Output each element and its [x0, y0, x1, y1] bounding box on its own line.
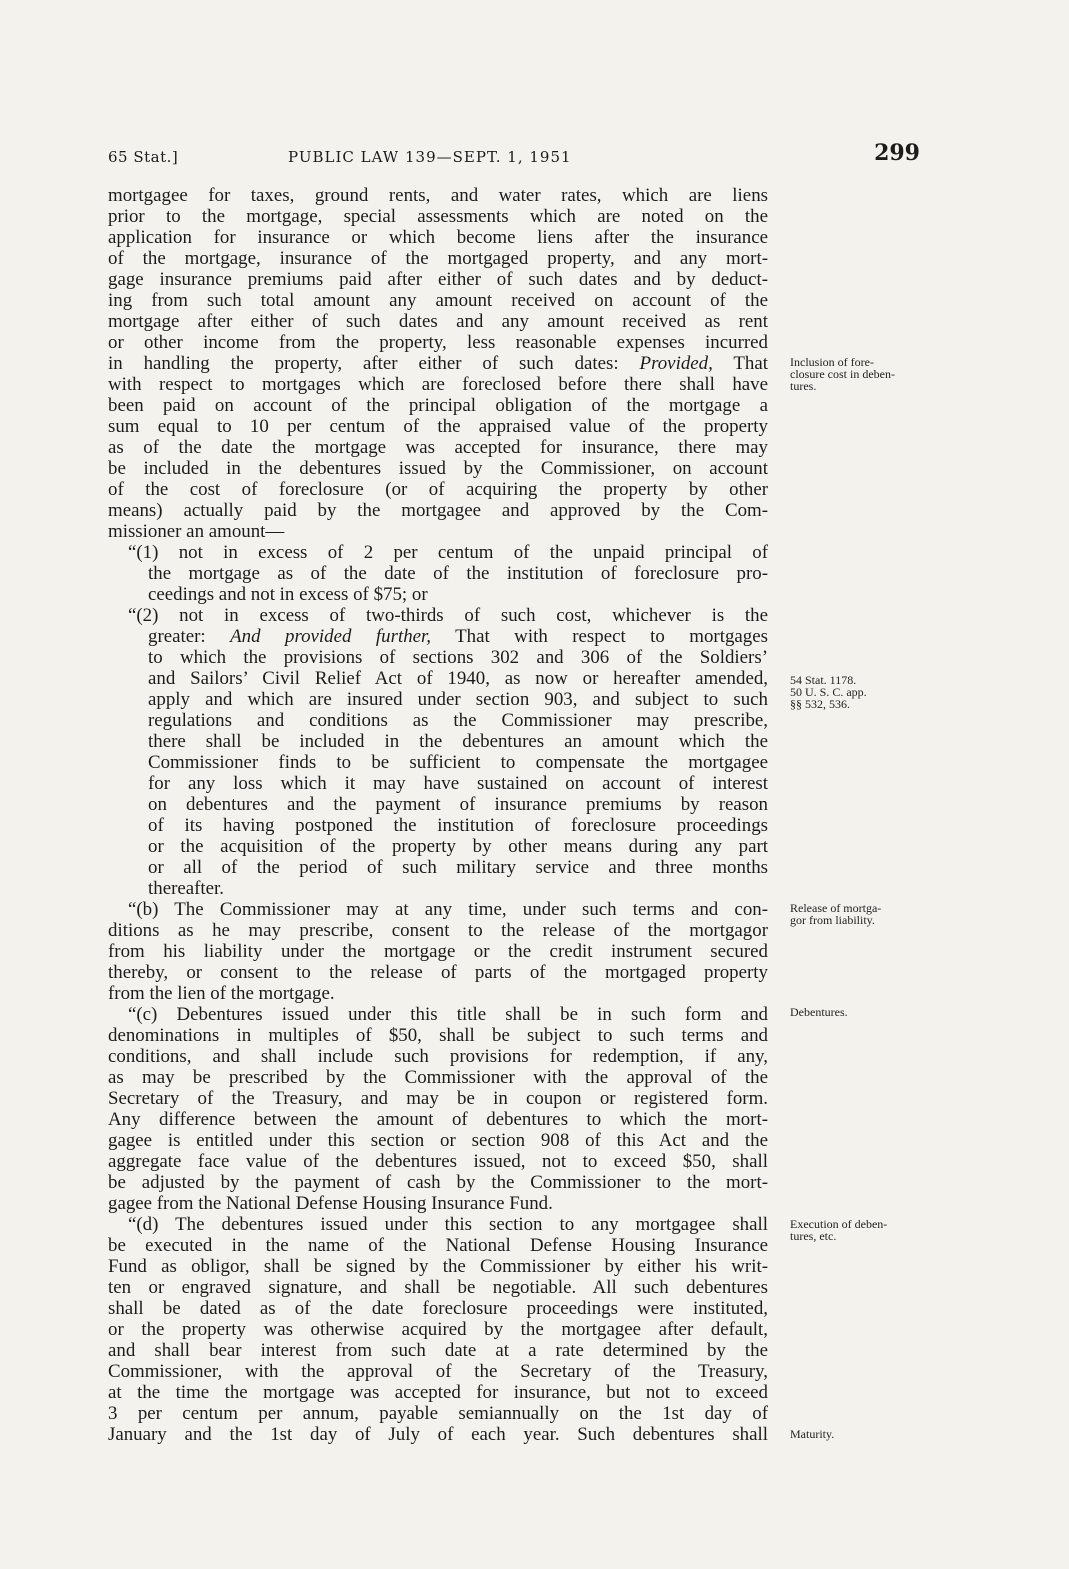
margin-note-line: Maturity. — [790, 1427, 835, 1441]
margin-note-line: Release of mortga- — [790, 901, 882, 915]
text-line: apply and which are insured under section 903, and subject to such — [148, 689, 768, 710]
page-header — [108, 140, 920, 174]
text-line: on debentures and the payment of insurance premiums by reason — [148, 794, 768, 815]
text-line: or other income from the property, less reasonable expenses incurred — [108, 332, 768, 353]
text-line: or the acquisition of the property by other means during any part — [148, 836, 768, 857]
margin-note-maturity — [790, 1428, 930, 1440]
text-line: with respect to mortgages which are foreclosed before there shall have — [108, 374, 768, 395]
text-line: gagee is entitled under this section or section 908 of this Act and the — [108, 1130, 768, 1151]
text-line: ten or engraved signature, and shall be negotiable. All such debentures — [108, 1277, 768, 1298]
margin-note-line: gor from liability. — [790, 913, 875, 927]
text-line: or all of the period of such military service and three months — [148, 857, 768, 878]
text-line: application for insurance or which become liens after the insurance — [108, 227, 768, 248]
margin-note-line: tures, etc. — [790, 1229, 837, 1243]
text-line: be executed in the name of the National Defense Housing Insurance — [108, 1235, 768, 1256]
margin-note-citation — [790, 674, 930, 710]
italic-phrase: Provided, — [639, 353, 713, 374]
text-line: regulations and conditions as the Commissioner may prescribe, — [148, 710, 768, 731]
body-text — [108, 185, 768, 1445]
text-line: mortgage after either of such dates and any amount received as rent — [108, 311, 768, 332]
text-line: “(c) Debentures issued under this title shall be in such form and — [128, 1004, 768, 1025]
text-line: be included in the debentures issued by the Commissioner, on account — [108, 458, 768, 479]
text-line: means) actually paid by the mortgagee and approved by the Com- — [108, 500, 768, 521]
text-line: as may be prescribed by the Commissioner with the approval of the — [108, 1067, 768, 1088]
text-line: thereby, or consent to the release of parts of the mortgaged property — [108, 962, 768, 983]
margin-note-line: tures. — [790, 379, 817, 393]
text-line: the mortgage as of the date of the institution of foreclosure pro- — [148, 563, 768, 584]
text-line: from his liability under the mortgage or the credit instrument secured — [108, 941, 768, 962]
text-line: 3 per centum per annum, payable semiannually on the 1st day of — [108, 1403, 768, 1424]
margin-note-line: Execution of deben- — [790, 1217, 888, 1231]
margin-note-line: Inclusion of fore- — [790, 355, 874, 369]
text-line: gage insurance premiums paid after either of such dates and by deduct- — [108, 269, 768, 290]
volume-label: 65 Stat.] — [108, 148, 179, 166]
margin-note-inclusion — [790, 356, 930, 392]
text-line: Fund as obligor, shall be signed by the Commissioner by either his writ- — [108, 1256, 768, 1277]
text-line: thereafter. — [148, 878, 225, 899]
margin-note-line: closure cost in deben- — [790, 367, 895, 381]
text-line: prior to the mortgage, special assessments which are noted on the — [108, 206, 768, 227]
text-line: January and the 1st day of July of each year. Such debentures shall — [108, 1424, 768, 1445]
text-line: as of the date the mortgage was accepted for insurance, there may — [108, 437, 768, 458]
running-title: PUBLIC LAW 139—SEPT. 1, 1951 — [288, 148, 572, 166]
text-line: missioner an amount— — [108, 521, 285, 542]
text-line: “(2) not in excess of two-thirds of such cost, whichever is the — [128, 605, 768, 626]
margin-note-line: 54 Stat. 1178. — [790, 673, 857, 687]
text-line: to which the provisions of sections 302 and 306 of the Soldiers’ — [148, 647, 768, 668]
text-line: or the property was otherwise acquired by the mortgagee after default, — [108, 1319, 768, 1340]
text-line: ditions as he may prescribe, consent to the release of the mortgagor — [108, 920, 768, 941]
text-line: Any difference between the amount of debentures to which the mort- — [108, 1109, 768, 1130]
margin-note-line: 50 U. S. C. app. — [790, 685, 867, 699]
text-line: of the mortgage, insurance of the mortgaged property, and any mort- — [108, 248, 768, 269]
text-line: there shall be included in the debentures an amount which the — [148, 731, 768, 752]
text-line: and Sailors’ Civil Relief Act of 1940, as now or hereafter amended, — [148, 668, 768, 689]
margin-note-execution — [790, 1218, 930, 1242]
text-line: Commissioner finds to be sufficient to compensate the mortgagee — [148, 752, 768, 773]
italic-phrase: And provided further, — [230, 626, 432, 647]
text-line: “(d) The debentures issued under this section to any mortgagee shall — [128, 1214, 768, 1235]
text-line: conditions, and shall include such provisions for redemption, if any, — [108, 1046, 768, 1067]
margin-note-line: §§ 532, 536. — [790, 697, 850, 711]
text-line: at the time the mortgage was accepted for insurance, but not to exceed — [108, 1382, 768, 1403]
text-line: of its having postponed the institution of foreclosure proceedings — [148, 815, 768, 836]
text-line: gagee from the National Defense Housing Insurance Fund. — [108, 1193, 553, 1214]
text-line: “(b) The Commissioner may at any time, under such terms and con- — [128, 899, 768, 920]
text-line: been paid on account of the principal obligation of the mortgage a — [108, 395, 768, 416]
text-line: shall be dated as of the date foreclosure proceedings were instituted, — [108, 1298, 768, 1319]
text-line: Secretary of the Treasury, and may be in coupon or registered form. — [108, 1088, 768, 1109]
text-line: ing from such total amount any amount received on account of the — [108, 290, 768, 311]
text-line: greater: And provided further, That with respect to mortgages — [148, 626, 768, 647]
margin-note-debentures — [790, 1006, 930, 1018]
margin-note-release — [790, 902, 930, 926]
page-number: 299 — [874, 140, 920, 166]
text-line: “(1) not in excess of 2 per centum of the unpaid principal of — [128, 542, 768, 563]
text-line: from the lien of the mortgage. — [108, 983, 335, 1004]
text-line: of the cost of foreclosure (or of acquiring the property by other — [108, 479, 768, 500]
text-line: sum equal to 10 per centum of the appraised value of the property — [108, 416, 768, 437]
text-line: mortgagee for taxes, ground rents, and water rates, which are liens — [108, 185, 768, 206]
text-line: and shall bear interest from such date at a rate determined by the — [108, 1340, 768, 1361]
text-line: in handling the property, after either of such dates: Provided, That — [108, 353, 768, 374]
text-line: be adjusted by the payment of cash by the Commissioner to the mort- — [108, 1172, 768, 1193]
text-line: Commissioner, with the approval of the Secretary of the Treasury, — [108, 1361, 768, 1382]
text-line: aggregate face value of the debentures issued, not to exceed $50, shall — [108, 1151, 768, 1172]
text-line: for any loss which it may have sustained on account of interest — [148, 773, 768, 794]
text-line: ceedings and not in excess of $75; or — [148, 584, 428, 605]
text-line: denominations in multiples of $50, shall be subject to such terms and — [108, 1025, 768, 1046]
margin-note-line: Debentures. — [790, 1005, 848, 1019]
